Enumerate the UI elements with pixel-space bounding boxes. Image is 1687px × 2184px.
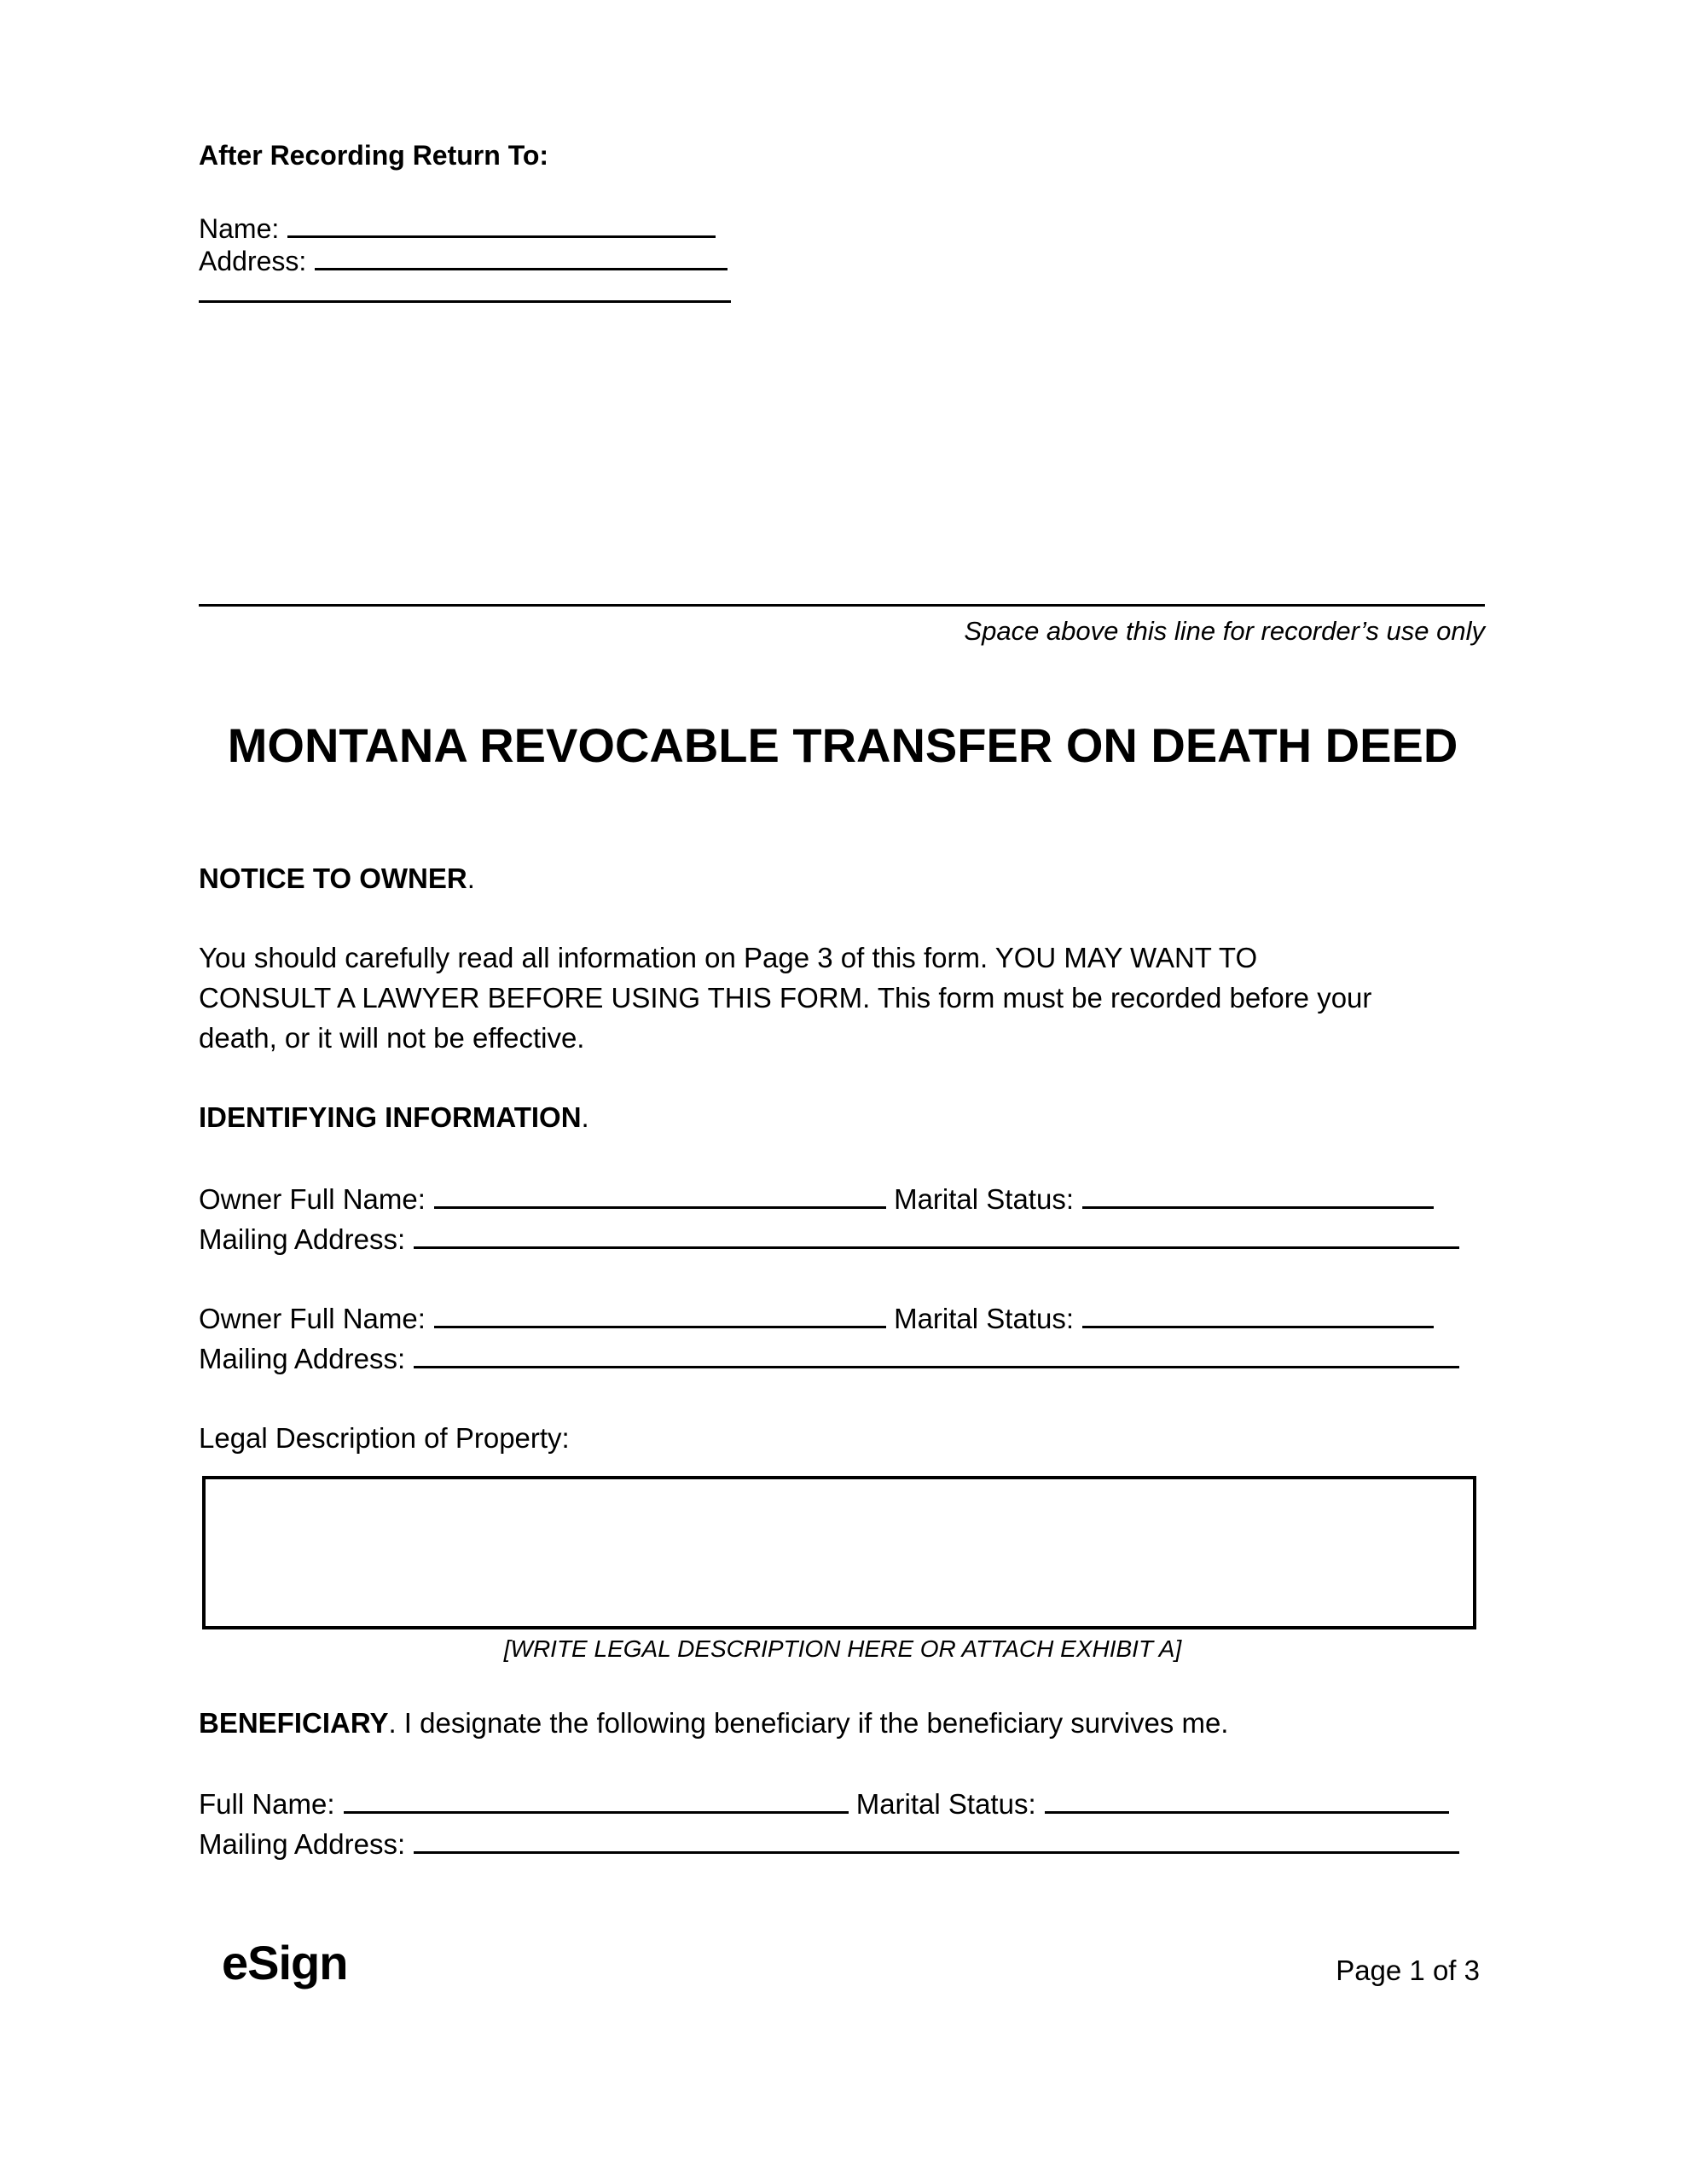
beneficiary-marital-blank[interactable] — [1045, 1786, 1449, 1814]
beneficiary-name-row — [199, 1786, 1449, 1821]
return-address-line2-blank[interactable] — [199, 300, 731, 303]
notice-line-2: CONSULT A LAWYER BEFORE USING THIS FORM. This form must be recorded before your — [199, 982, 1372, 1014]
legal-description-box[interactable] — [202, 1476, 1476, 1629]
recorder-note: Space above this line for recorder’s use only — [964, 616, 1485, 646]
esign-logo: eSign — [222, 1936, 348, 1989]
beneficiary-heading: BENEFICIARY — [199, 1707, 389, 1739]
owner1-marital-label: Marital Status: — [894, 1183, 1074, 1215]
owner2-name-label: Owner Full Name: — [199, 1303, 426, 1334]
legal-description-caption: [WRITE LEGAL DESCRIPTION HERE OR ATTACH EXHIBIT A] — [503, 1635, 1182, 1662]
return-address-label: Address: — [199, 246, 307, 276]
beneficiary-address-row — [199, 1826, 1459, 1862]
return-address-blank[interactable] — [315, 242, 728, 270]
notice-heading-row — [199, 862, 475, 896]
identifying-heading-row — [199, 1101, 589, 1135]
legal-description-label: Legal Description of Property: — [199, 1422, 570, 1454]
owner2-marital-blank[interactable] — [1082, 1300, 1434, 1328]
notice-heading-suffix: . — [467, 863, 475, 894]
identifying-heading: IDENTIFYING INFORMATION — [199, 1101, 582, 1133]
owner1-address-blank[interactable] — [414, 1221, 1459, 1249]
owner2-name-row — [199, 1300, 1434, 1336]
beneficiary-statement — [199, 1706, 1228, 1740]
owner2-address-blank[interactable] — [414, 1340, 1459, 1368]
beneficiary-name-blank[interactable] — [344, 1786, 849, 1814]
owner2-marital-label: Marital Status: — [894, 1303, 1074, 1334]
beneficiary-name-label: Full Name: — [199, 1788, 335, 1820]
notice-heading: NOTICE TO OWNER — [199, 863, 467, 894]
document-title: MONTANA REVOCABLE TRANSFER ON DEATH DEED — [227, 718, 1458, 772]
owner1-address-label: Mailing Address: — [199, 1223, 406, 1255]
beneficiary-address-blank[interactable] — [414, 1826, 1459, 1854]
beneficiary-address-label: Mailing Address: — [199, 1828, 406, 1860]
return-name-row — [199, 210, 716, 246]
notice-line-1: You should carefully read all information on Page 3 of this form. YOU MAY WANT TO — [199, 942, 1258, 973]
return-address-row — [199, 242, 728, 278]
return-name-label: Name: — [199, 213, 280, 244]
owner2-address-label: Mailing Address: — [199, 1343, 406, 1374]
page-number: Page 1 of 3 — [1336, 1955, 1480, 1986]
owner1-name-label: Owner Full Name: — [199, 1183, 426, 1215]
owner2-name-blank[interactable] — [434, 1300, 886, 1328]
owner2-address-row — [199, 1340, 1459, 1376]
recorder-divider-line — [199, 604, 1485, 607]
owner1-name-row — [199, 1181, 1434, 1217]
recording-heading: After Recording Return To: — [199, 140, 549, 171]
identifying-heading-suffix: . — [581, 1101, 589, 1133]
return-name-blank[interactable] — [287, 210, 716, 238]
owner1-marital-blank[interactable] — [1082, 1181, 1434, 1209]
owner1-address-row — [199, 1221, 1459, 1257]
notice-line-3: death, or it will not be effective. — [199, 1022, 585, 1054]
beneficiary-text: . I designate the following beneficiary if the beneficiary survives me. — [388, 1707, 1229, 1739]
owner1-name-blank[interactable] — [434, 1181, 886, 1209]
beneficiary-marital-label: Marital Status: — [855, 1788, 1036, 1820]
